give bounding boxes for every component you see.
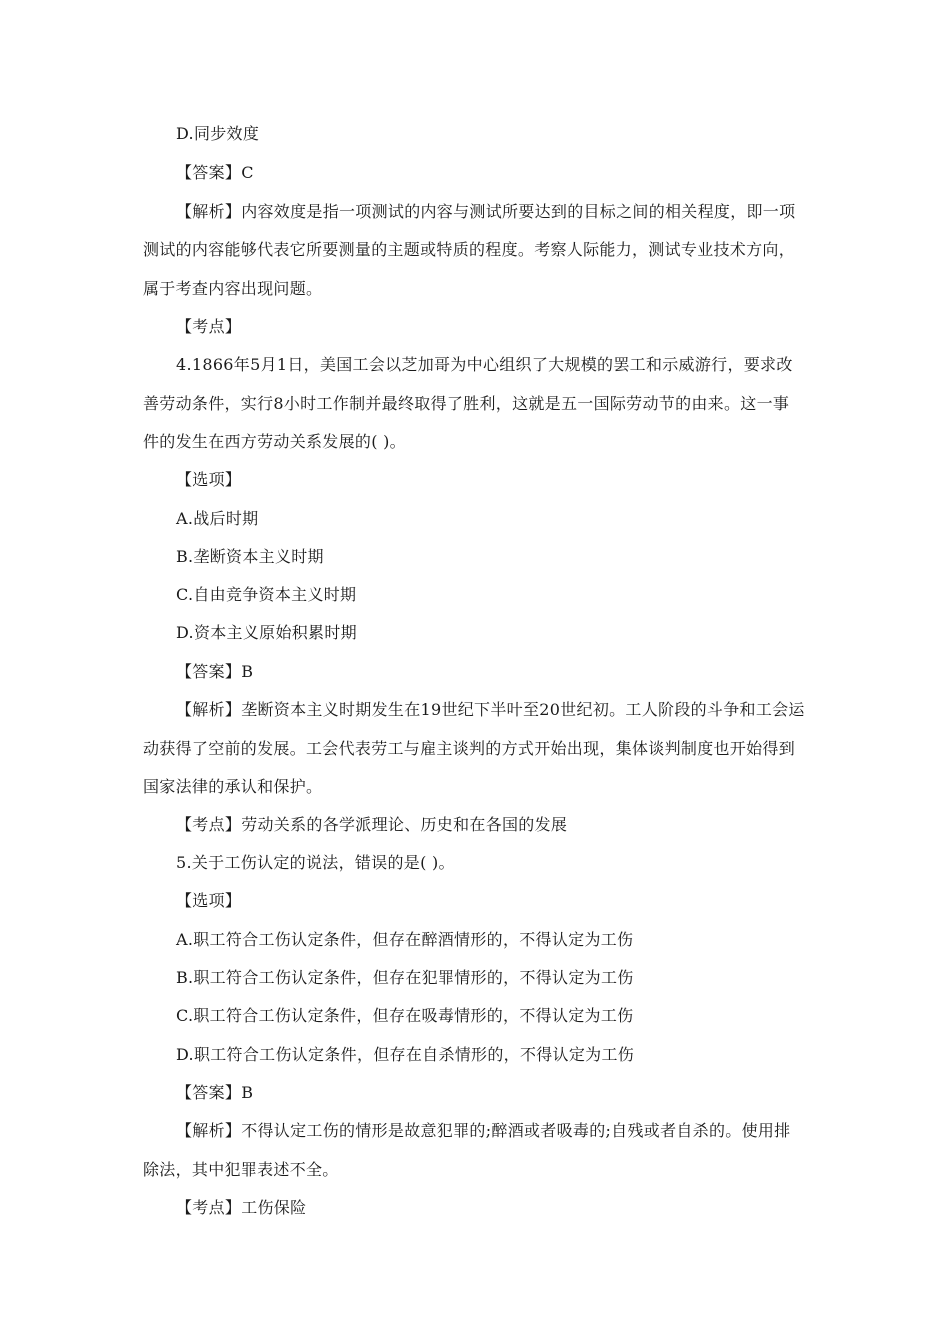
q4-question-3: 件的发生在西方劳动关系发展的( )。 [143,432,406,451]
q3-answer: 【答案】C [176,163,254,182]
q4-explanation-1: 【解析】垄断资本主义时期发生在19世纪下半叶至20世纪初。工人阶段的斗争和工会运 [176,700,805,719]
q3-explanation-2: 测试的内容能够代表它所要测量的主题或特质的程度。考察人际能力，测试专业技术方向， [143,240,796,259]
q5-option-c: C.职工符合工伤认定条件，但存在吸毒情形的，不得认定为工伤 [176,1006,634,1025]
q4-option-a: A.战后时期 [176,509,259,528]
q3-explanation-1: 【解析】内容效度是指一项测试的内容与测试所要达到的目标之间的相关程度，即一项 [176,202,796,221]
q5-knowledge-point: 【考点】工伤保险 [176,1198,307,1217]
q4-option-d: D.资本主义原始积累时期 [176,623,357,642]
q4-explanation-2: 动获得了空前的发展。工会代表劳工与雇主谈判的方式开始出现，集体谈判制度也开始得到 [143,739,796,758]
q4-question-1: 4.1866年5月1日，美国工会以芝加哥为中心组织了大规模的罢工和示威游行，要求改 [176,355,793,374]
q4-knowledge-point: 【考点】劳动关系的各学派理论、历史和在各国的发展 [176,815,568,834]
q3-explanation-3: 属于考查内容出现问题。 [143,279,323,298]
q3-option-d: D.同步效度 [176,124,260,143]
q3-knowledge-point: 【考点】 [176,317,242,336]
q4-question-2: 善劳动条件，实行8小时工作制并最终取得了胜利，这就是五一国际劳动节的由来。这一事 [143,394,790,413]
q5-option-b: B.职工符合工伤认定条件，但存在犯罪情形的，不得认定为工伤 [176,968,634,987]
q5-options-label: 【选项】 [176,891,242,910]
q4-explanation-3: 国家法律的承认和保护。 [143,777,323,796]
q5-explanation-1: 【解析】不得认定工伤的情形是故意犯罪的;醉酒或者吸毒的;自残或者自杀的。使用排 [176,1121,791,1140]
q5-question: 5.关于工伤认定的说法，错误的是( )。 [176,853,455,872]
q4-option-c: C.自由竞争资本主义时期 [176,585,357,604]
q5-option-d: D.职工符合工伤认定条件，但存在自杀情形的，不得认定为工伤 [176,1045,635,1064]
q4-option-b: B.垄断资本主义时期 [176,547,324,566]
q5-explanation-2: 除法，其中犯罪表述不全。 [143,1160,339,1179]
q4-answer: 【答案】B [176,662,254,681]
q5-option-a: A.职工符合工伤认定条件，但存在醉酒情形的，不得认定为工伤 [176,930,634,949]
q4-options-label: 【选项】 [176,470,242,489]
q5-answer: 【答案】B [176,1083,254,1102]
